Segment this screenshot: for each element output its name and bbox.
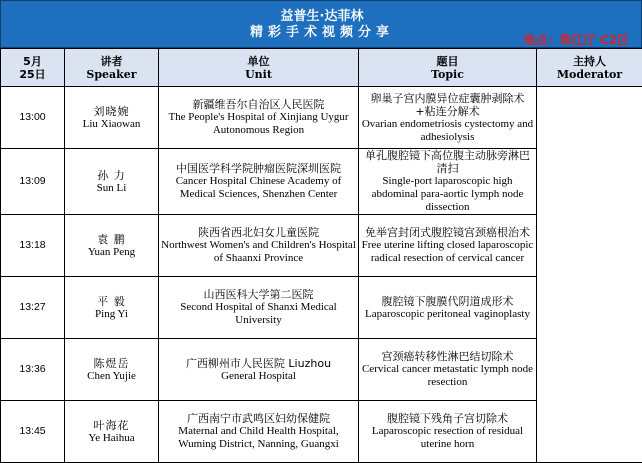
unit-name-cn: 广西南宁市武鸣区妇幼保健院 <box>161 412 356 425</box>
speaker-cell <box>65 149 159 215</box>
unit-name-cn: 陕西省西北妇女儿童医院 <box>161 226 356 239</box>
unit-cell <box>159 87 359 149</box>
moderator-header <box>537 49 642 87</box>
time-cell: 13:09 <box>1 149 65 215</box>
topic-header-en: Topic <box>361 68 534 81</box>
topic-header-cn: 题目 <box>361 55 534 68</box>
time-cell: 13:45 <box>1 401 65 463</box>
topic-cn: 宫颈癌转移性淋巴结切除术 <box>361 350 534 363</box>
unit-cell <box>159 401 359 463</box>
speaker-cell <box>65 215 159 277</box>
speaker-name-en: Yuan Peng <box>67 246 156 259</box>
speaker-cell <box>65 277 159 339</box>
unit-name-cn: 中国医学科学院肿瘤医院深圳医院 <box>161 162 356 175</box>
topic-cell <box>359 277 537 339</box>
moderator-header-en: Moderator <box>539 68 640 81</box>
speaker-cell <box>65 339 159 401</box>
date-header-day: 25日 <box>3 68 62 81</box>
moderator-header-cn: 主持人 <box>539 55 640 68</box>
topic-en: Laparoscopic peritoneal vaginoplasty <box>361 308 534 321</box>
speaker-name-en: Ping Yi <box>67 308 156 321</box>
time-cell: 13:27 <box>1 277 65 339</box>
topic-en: Ovarian endometriosis cystectomy and adhesiolysis <box>361 118 534 144</box>
event-title: 益普生·达菲林 <box>1 5 642 24</box>
speaker-name-en: Chen Yujie <box>67 370 156 383</box>
speaker-header <box>65 49 159 87</box>
topic-en: Laparoscopic resection of residual uterine horn <box>361 425 534 451</box>
speaker-name-cn: 平 毅 <box>67 295 156 308</box>
time-cell: 13:36 <box>1 339 65 401</box>
time-cell: 13:18 <box>1 215 65 277</box>
unit-name-en: Maternal and Child Health Hospital, Wuming District, Nanning, Guangxi <box>161 425 356 451</box>
topic-cn: 免举宫封闭式腹腔镜宫颈癌根治术 <box>361 226 534 239</box>
unit-name-cn: 广西柳州市人民医院 Liuzhou <box>161 357 356 370</box>
speaker-header-en: Speaker <box>67 68 156 81</box>
speaker-name-cn: 袁 鹏 <box>67 233 156 246</box>
topic-cn: 腹腔镜下腹膜代阴道成形术 <box>361 295 534 308</box>
moderator-cell <box>537 87 642 463</box>
topic-en: Free uterine lifting closed laparoscopic radical resection of cervical cancer <box>361 239 534 265</box>
header-banner <box>0 0 642 48</box>
date-header <box>1 49 65 87</box>
time-cell: 13:00 <box>1 87 65 149</box>
topic-cell <box>359 87 537 149</box>
table-row <box>1 87 642 149</box>
topic-cell <box>359 149 537 215</box>
speaker-name-en: Liu Xiaowan <box>67 118 156 131</box>
unit-header-en: Unit <box>161 68 356 81</box>
speaker-name-en: Ye Haihua <box>67 432 156 445</box>
unit-name-en: The People's Hospital of Xinjiang Uygur Autonomous Region <box>161 111 356 137</box>
speaker-name-cn: 孙 力 <box>67 169 156 182</box>
unit-name-cn: 山西医科大学第二医院 <box>161 288 356 301</box>
unit-header <box>159 49 359 87</box>
topic-cn: 卵巢子宫内膜异位症囊肿剥除术+粘连分解术 <box>361 92 534 118</box>
topic-cn: 腹腔镜下残角子宫切除术 <box>361 412 534 425</box>
topic-en: Cervical cancer metastatic lymph node resection <box>361 363 534 389</box>
topic-header <box>359 49 537 87</box>
speaker-header-cn: 讲者 <box>67 55 156 68</box>
schedule-table <box>0 48 642 463</box>
topic-cell <box>359 401 537 463</box>
unit-cell <box>159 277 359 339</box>
topic-cn: 单孔腹腔镜下高位腹主动脉旁淋巴清扫 <box>361 149 534 175</box>
unit-name-en: Northwest Women's and Children's Hospital of Shaanxi Province <box>161 239 356 265</box>
speaker-cell <box>65 401 159 463</box>
unit-name-cn: 新疆维吾尔自治区人民医院 <box>161 98 356 111</box>
speaker-name-cn: 叶海花 <box>67 419 156 432</box>
table-header-row <box>1 49 642 87</box>
topic-cell <box>359 339 537 401</box>
speaker-name-en: Sun Li <box>67 182 156 195</box>
venue-label: 地点：珠江厅 C2区 <box>524 31 629 48</box>
unit-cell <box>159 215 359 277</box>
speaker-name-cn: 刘晓婉 <box>67 105 156 118</box>
speaker-name-cn: 陈煜岳 <box>67 357 156 370</box>
unit-name-en: General Hospital <box>161 370 356 383</box>
session-title: 精彩手术视频分享 <box>1 21 642 40</box>
unit-cell <box>159 149 359 215</box>
date-header-month: 5月 <box>3 55 62 68</box>
speaker-cell <box>65 87 159 149</box>
unit-cell <box>159 339 359 401</box>
unit-name-en: Second Hospital of Shanxi Medical University <box>161 301 356 327</box>
topic-en: Single-port laparoscopic high abdominal para-aortic lymph node dissection <box>361 175 534 214</box>
topic-cell <box>359 215 537 277</box>
unit-name-en: Cancer Hospital Chinese Academy of Medical Sciences, Shenzhen Center <box>161 175 356 201</box>
unit-header-cn: 单位 <box>161 55 356 68</box>
